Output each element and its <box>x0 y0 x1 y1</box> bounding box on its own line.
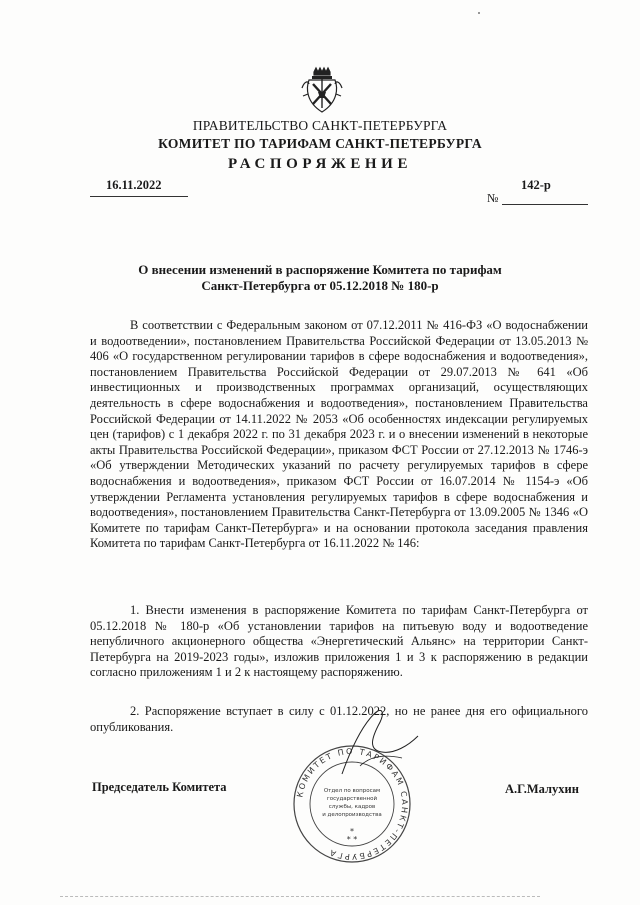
stamp-outer-text: КОМИТЕТ ПО ТАРИФАМ САНКТ-ПЕТЕРБУРГА <box>295 746 410 862</box>
stamp-star-icon: * <box>350 827 354 836</box>
document-number: 142-р <box>521 178 551 192</box>
footer-rule <box>60 896 540 897</box>
signatory-name: А.Г.Малухин <box>505 782 579 796</box>
preamble-text: В соответствии с Федеральным законом от 07.12.2011 № 416-ФЗ «О водоснабжении и водоотведении», постановлением Правительства Российской Федерации от 13.05.2013 № 406 «О государственном регулировании тарифов в сфере водоснабжения и водоотведения», постановлением Правительства Российской Федерации от 29.07.2013 № 641 «Об инвестиционных и производственных программах организаций, осуществляющих деятельность в сфере водоснабжения и водоотведения», постановлением Правительства Российской Федерации от 14.11.2022 № 2053 «Об особенностях индексации регулируемых цен (тарифов) с 1 декабря 2022 г. по 31 декабря 2023 г. и о внесении изменений в некоторые акты Правительства Российской Федерации», приказом ФСТ России от 27.12.2013 № 1746-э «Об утверждении Методических указаний по расчету регулируемых тарифов в сфере водоснабжения и водоотведения», приказом ФСТ России от 16.07.2014 № 1154-э «Об утверждении Регламента установления регулируемых тарифов в сфере водоснабжения и водоотведения», постановлением Правительства Санкт-Петербурга от 13.09.2005 № 1346 «О Комитете по тарифам Санкт-Петербурга» и на основании протокола заседания правления Комитета по тарифам Санкт-Петербурга от 16.11.2022 № 146: <box>90 318 588 551</box>
subject-line-2: Санкт-Петербурга от 05.12.2018 № 180-р <box>201 278 439 293</box>
item-1-paragraph <box>90 603 588 681</box>
stamp-star-icon-2: * * <box>346 835 358 844</box>
date-underline <box>90 196 188 197</box>
number-sign: № <box>487 191 499 205</box>
document-date: 16.11.2022 <box>106 178 162 192</box>
document-subject <box>70 262 570 294</box>
subject-line-1: О внесении изменений в распоряжение Комитета по тарифам <box>138 262 502 277</box>
item-1-text: 1. Внести изменения в распоряжение Комитета по тарифам Санкт-Петербурга от 05.12.2018 № 180-р «Об установлении тарифов на питьевую воду и водоотведение непубличного акционерного общества «Энергетический Альянс» на территории Санкт-Петербурга на 2019-2023 годы», изложив приложения 1 и 3 к распоряжению в редакции согласно приложениям 1 и 2 к настоящему распоряжению. <box>90 603 588 680</box>
coat-of-arms-icon <box>300 66 344 116</box>
government-header: ПРАВИТЕЛЬСТВО САНКТ-ПЕТЕРБУРГА <box>192 118 448 133</box>
stamp-inner-line-2: государственной <box>326 796 378 802</box>
document-type: РАСПОРЯЖЕНИЕ <box>227 156 413 172</box>
handwritten-signature <box>312 706 422 776</box>
stamp-inner-line-3: службы, кадров <box>328 804 376 810</box>
stamp-inner-line-1: Отдел по вопросам <box>323 788 381 794</box>
preamble-paragraph <box>90 318 588 552</box>
number-underline <box>502 204 588 205</box>
item-2-text: 2. Распоряжение вступает в силу с 01.12.2022, но не ранее дня его официального опубликования. <box>90 704 588 734</box>
scan-speck <box>478 12 480 14</box>
signatory-title: Председатель Комитета <box>92 780 227 794</box>
committee-header: КОМИТЕТ ПО ТАРИФАМ САНКТ-ПЕТЕРБУРГА <box>158 136 482 151</box>
stamp-inner-line-4: и делопроизводства <box>322 812 382 818</box>
